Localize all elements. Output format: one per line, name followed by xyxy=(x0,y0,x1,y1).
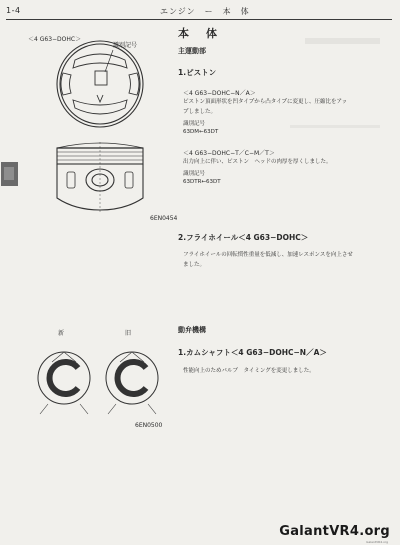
piston-entry-2-id-label: 識別記号 xyxy=(183,171,206,177)
subsection-title: 主運動部 xyxy=(178,47,206,55)
section-title: 本 体 xyxy=(178,27,220,40)
piston-entry-2-model: ＜4 G63−DOHC−T／C−M／T＞ xyxy=(183,150,275,157)
piston-entry-1-model: ＜4 G63−DOHC−N／A＞ xyxy=(183,90,256,97)
piston-figure-label: ＜4 G63−DOHC＞ xyxy=(28,36,82,43)
cam-figure-old-label: 旧 xyxy=(125,330,132,337)
piston-entry-1-text-cont: プしました。 xyxy=(183,109,217,115)
section-tab-inner xyxy=(4,167,14,180)
piston-drawing xyxy=(45,38,155,223)
watermark-small: GalantVR4.org xyxy=(366,540,388,544)
camshaft-title: 1.カムシャフト＜4 G63−DOHC−N／A＞ xyxy=(178,348,327,357)
flywheel-text-cont: ました。 xyxy=(183,262,206,268)
page-number: 1-4 xyxy=(6,6,21,15)
cam-figure-new-label: 新 xyxy=(58,330,65,337)
piston-entry-2-text: 出力向上に伴い、ピストン ヘッドの肉厚を厚くしました。 xyxy=(183,159,332,165)
valve-section-title: 動弁機構 xyxy=(178,326,206,334)
id-mark-label: 識別記号 xyxy=(113,42,138,49)
show-through-mark xyxy=(290,125,380,128)
piston-title: 1.ピストン xyxy=(178,68,217,77)
show-through-mark xyxy=(305,38,380,44)
watermark: GalantVR4.org xyxy=(279,524,390,539)
valve-timing-diagram xyxy=(28,332,168,432)
header-rule xyxy=(6,19,392,20)
flywheel-text: フライホイールの回転慣性重量を低減し、加速レスポンスを向上させ xyxy=(183,252,353,258)
page-header-title: エンジン ー 本 体 xyxy=(160,7,250,16)
piston-entry-1-text: ピストン頂面形状を凹タイプから凸タイプに変更し、圧縮比をアッ xyxy=(183,99,348,105)
cam-figure-code: 6EN0500 xyxy=(135,422,163,429)
camshaft-text: 性能向上のためバルブ タイミングを変更しました。 xyxy=(183,368,315,374)
piston-figure-code: 6EN0454 xyxy=(150,215,178,222)
flywheel-title: 2.フライホイール＜4 G63−DOHC＞ xyxy=(178,233,309,242)
piston-entry-1-id-label: 識別記号 xyxy=(183,121,206,127)
piston-entry-2-id-value: 63DTR←63DT xyxy=(183,179,221,185)
piston-entry-1-id-value: 63DM←63DT xyxy=(183,129,219,135)
